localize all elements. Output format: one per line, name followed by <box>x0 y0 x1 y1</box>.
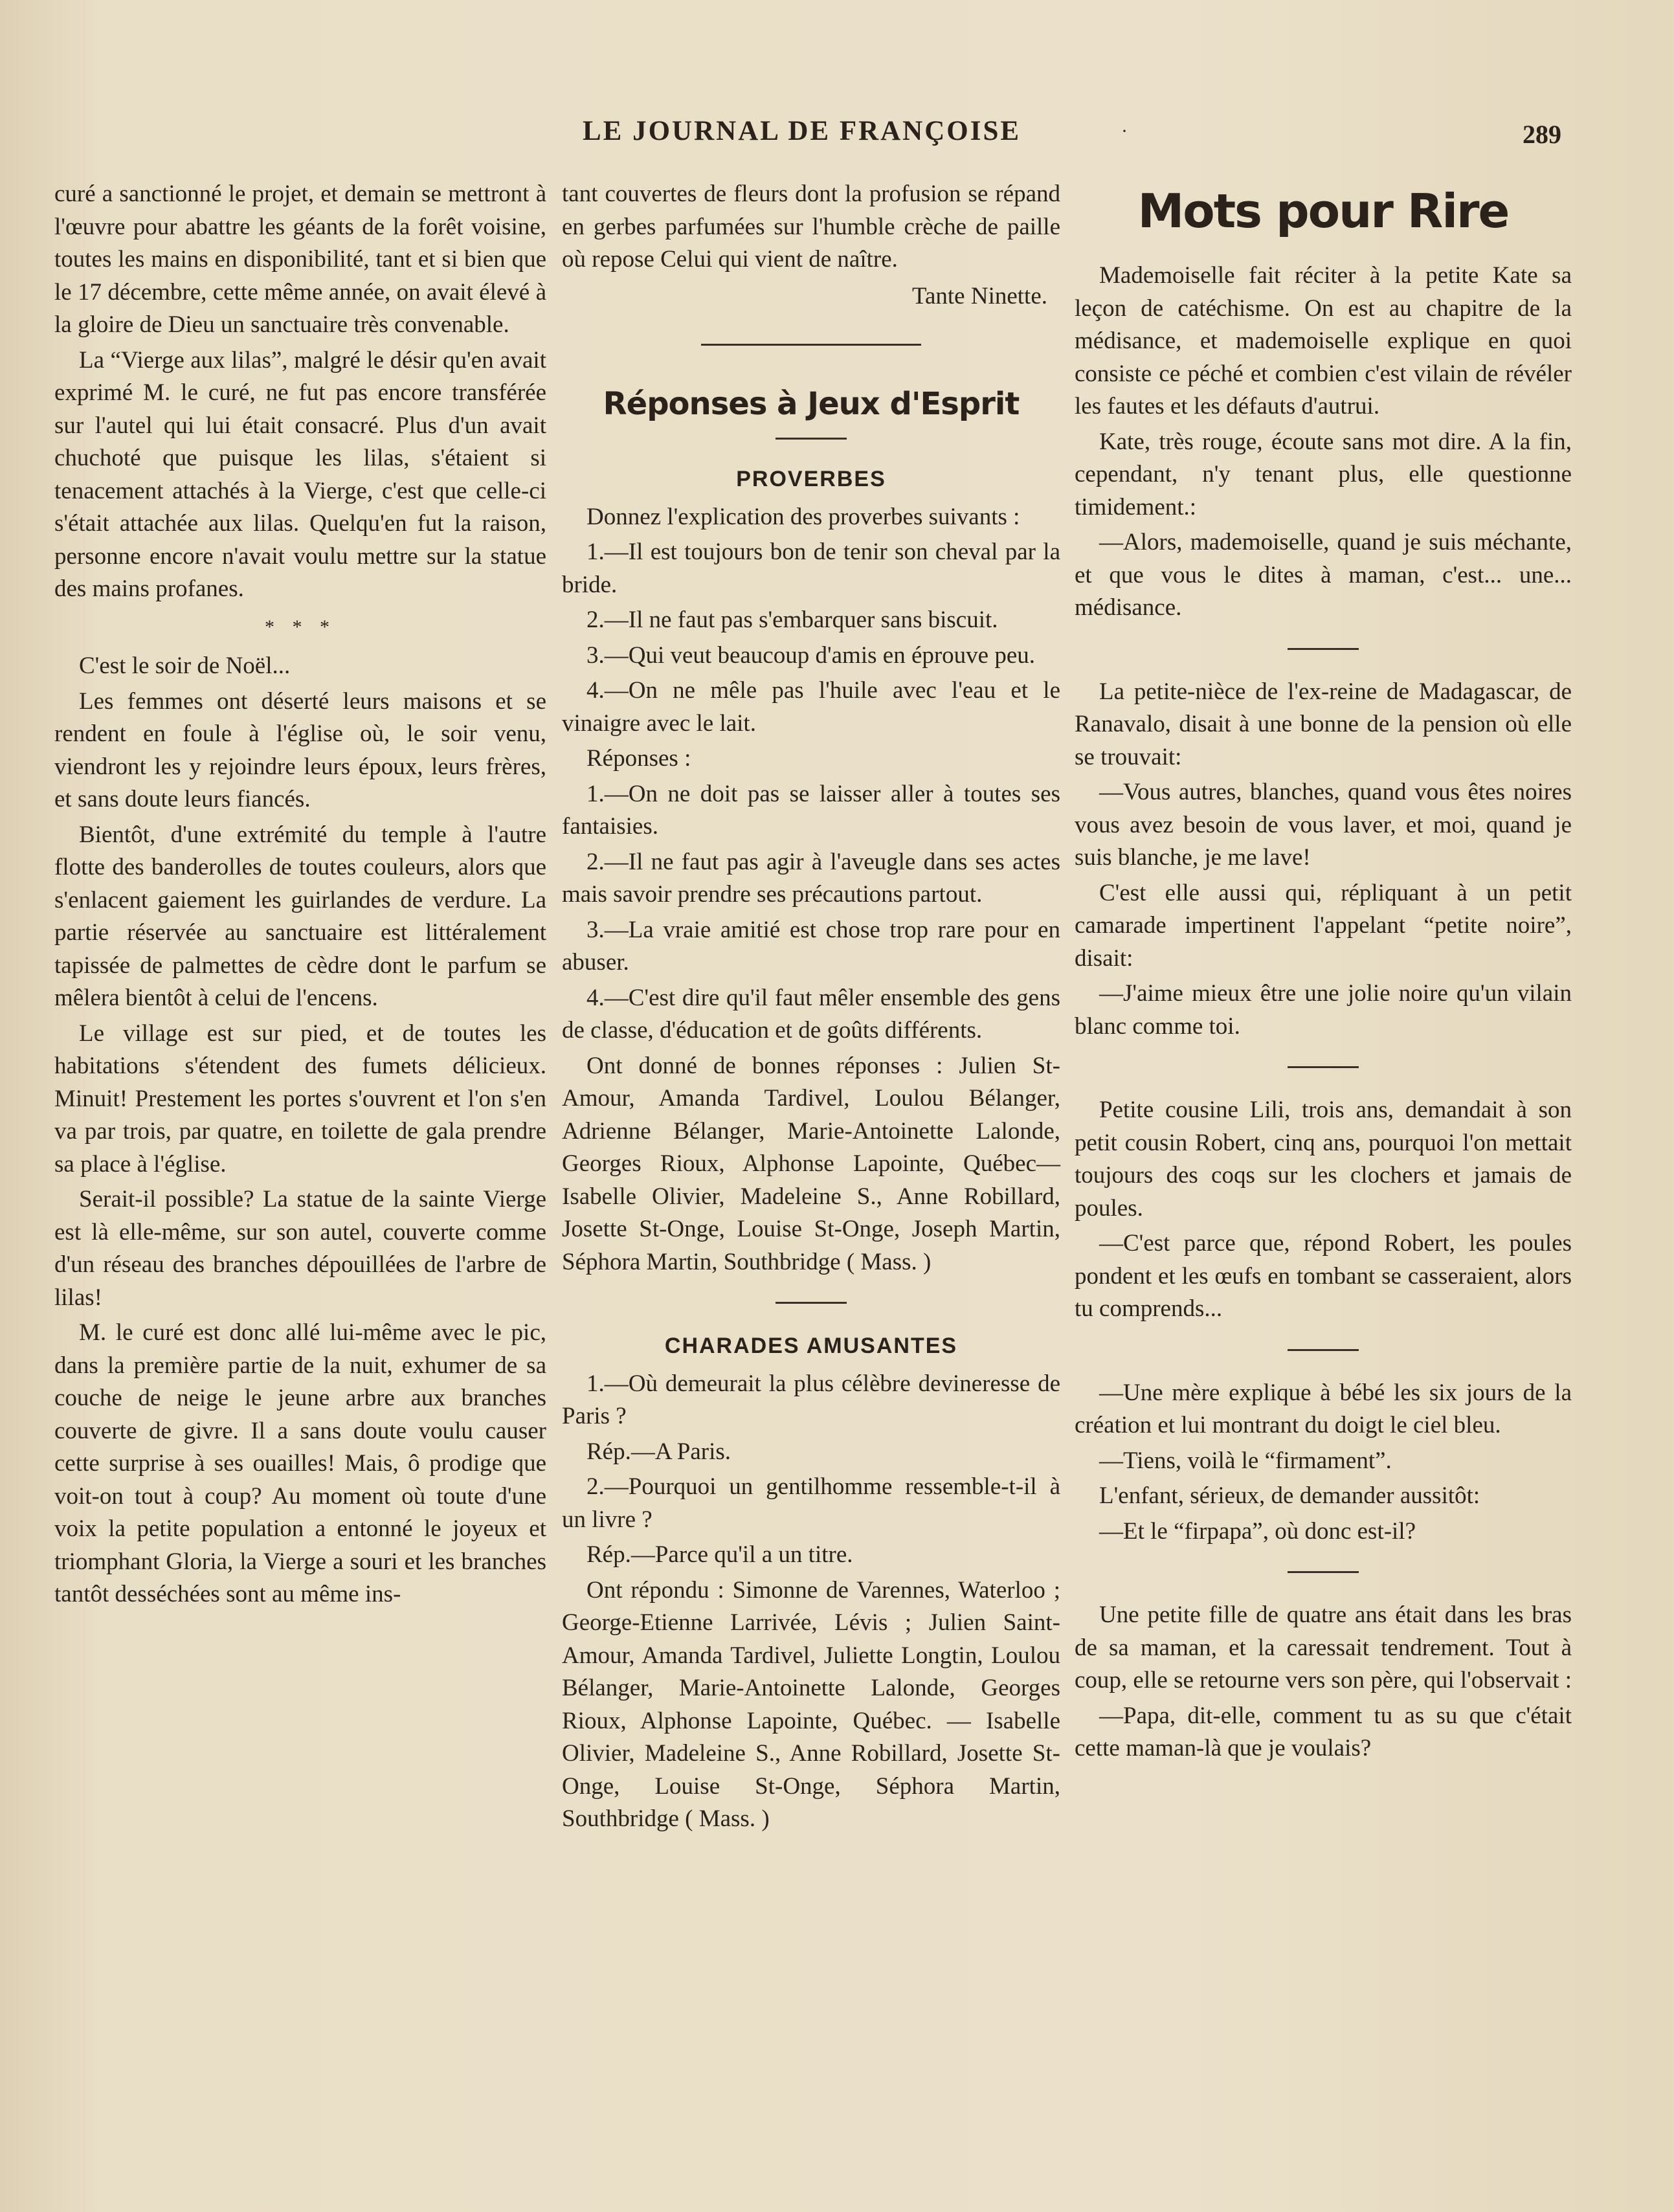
winners-list: Ont donné de bonnes réponses : Julien St-Amour, Amanda Tardivel, Loulou Bélanger, Adrienne Bélanger, Marie-Antoinette Lalonde, Georges Rioux, Alphonse Lapointe, Québec— Isabelle Olivier, Madeleine S., Anne Robillard, Josette St-Onge, Louise St-Onge, Joseph Martin, Séphora Martin, Southbridge ( Mass. ) <box>562 1052 1060 1275</box>
divider <box>776 438 847 440</box>
column-2 <box>562 178 1060 1836</box>
question: 2.—Il ne faut pas s'embarquer sans biscuit. <box>586 607 998 633</box>
journal-title: LE JOURNAL DE FRANÇOISE <box>583 116 1021 146</box>
subsection-title: PROVERBES <box>736 467 886 491</box>
joke-paragraph: —J'aime mieux être une jolie noire qu'un vilain blanc comme toi. <box>1075 980 1572 1040</box>
page-number: 289 <box>1523 120 1561 149</box>
story-paragraph: Bientôt, d'une extrémité du temple à l'autre flotte des banderolles de toutes couleurs, alors que s'enlacent gaiement les guirlandes de verdure. La partie réservée au sanctuaire est littéralement tapissée de palmettes de cèdre dont le parfum se mêlera bientôt à celui de l'encens. <box>54 821 546 1011</box>
story-paragraph: Serait-il possible? La statue de la sainte Vierge est là elle-même, sur son autel, couverte comme d'un réseau des branches dépouillées de l'arbre de lilas! <box>54 1186 546 1311</box>
story-paragraph: tant couvertes de fleurs dont la profusion se répand en gerbes parfumées sur l'humble crèche de paille où repose Celui qui vient de naître. <box>562 181 1060 273</box>
joke-paragraph: Petite cousine Lili, trois ans, demandait à son petit cousin Robert, cinq ans, pourquoi l'on mettait toujours des coqs sur les clochers et jamais de poules. <box>1075 1097 1572 1222</box>
divider <box>1288 1066 1359 1068</box>
running-header <box>0 115 1674 161</box>
answers-label: Réponses : <box>586 745 691 772</box>
subsection-title: CHARADES AMUSANTES <box>664 1334 958 1358</box>
header-dot: · <box>1121 120 1128 142</box>
section-stars: * * * <box>265 616 336 638</box>
joke-paragraph: La petite-nièce de l'ex-reine de Madagascar, de Ranavalo, disait à une bonne de la pension où elle se trouvait: <box>1075 678 1572 770</box>
answer: 3.—La vraie amitié est chose trop rare pour en abuser. <box>562 916 1060 976</box>
story-paragraph: Le village est sur pied, et de toutes les habitations s'étendent des fumets délicieux. Minuit! Prestement les portes s'ouvrent et l'on s'en va par trois, par quatre, en toilette de gala prendre sa place à l'église. <box>54 1020 546 1178</box>
question: 1.—Où demeurait la plus célèbre devineresse de Paris ? <box>562 1370 1060 1429</box>
divider <box>1288 1349 1359 1351</box>
answer: Rép.—A Paris. <box>586 1438 731 1465</box>
joke-paragraph: L'enfant, sérieux, de demander aussitôt: <box>1099 1482 1480 1509</box>
story-paragraph: M. le curé est donc allé lui-même avec le pic, dans la première partie de la nuit, exhumer de sa couche de neige le jeune arbre aux branches couverte de givre. Il a sans doute voulu causer cette surprise à ses ouailles! Mais, ô prodige que voit-on tout à coup? Au moment où toute d'une voix la petite population a entonné le joyeux et triomphant Gloria, la Vierge a souri et les branches tantôt desséchées sont au même ins- <box>54 1319 546 1607</box>
joke-paragraph: —Alors, mademoiselle, quand je suis méchante, et que vous le dites à maman, c'est... une... médisance. <box>1075 529 1572 621</box>
joke-paragraph: C'est elle aussi qui, répliquant à un petit camarade impertinent l'appelant “petite noire”, disait: <box>1075 879 1572 972</box>
joke-paragraph: —C'est parce que, répond Robert, les poules pondent et les œufs en tombant se casseraient, alors tu comprends... <box>1075 1230 1572 1322</box>
author-signature: Tante Ninette. <box>911 282 1047 309</box>
answer: 2.—Il ne faut pas agir à l'aveugle dans ses actes mais savoir prendre ses précautions partout. <box>562 848 1060 908</box>
joke-paragraph: —Tiens, voilà le “firmament”. <box>1099 1447 1392 1474</box>
joke-paragraph: —Et le “firpapa”, où donc est-il? <box>1099 1517 1416 1545</box>
joke-paragraph: Mademoiselle fait réciter à la petite Kate sa leçon de catéchisme. On est au chapitre de la médisance, et mademoiselle explique en quoi consiste ce péché et combien c'est vilain de révéler les fautes et les défauts d'autrui. <box>1075 262 1572 419</box>
story-paragraph: C'est le soir de Noël... <box>79 653 291 679</box>
column-1 <box>54 178 546 1611</box>
divider <box>776 1302 847 1304</box>
answer: 1.—On ne doit pas se laisser aller à toutes ses fantaisies. <box>562 780 1060 840</box>
joke-paragraph: —Vous autres, blanches, quand vous êtes noires vous avez besoin de vous laver, et moi, quand je suis blanche, je me lave! <box>1075 779 1572 871</box>
winners-list: Ont répondu : Simonne de Varennes, Waterloo ; George-Etienne Larrivée, Lévis ; Julien Saint-Amour, Amanda Tardivel, Juliette Longtin, Loulou Bélanger, Marie-Antoinette Lalonde, Georges Rioux, Alphonse Lapointe, Québec. — Isabelle Olivier, Madeleine S., Anne Robillard, Josette St-Onge, Louise St-Onge, Séphora Martin, Southbridge ( Mass. ) <box>562 1576 1060 1832</box>
story-paragraph: Les femmes ont déserté leurs maisons et se rendent en foule à l'église où, le soir venu, viendront les y rejoindre leurs époux, leurs frères, et sans doute leurs fiancés. <box>54 687 546 812</box>
joke-paragraph: Une petite fille de quatre ans était dans les bras de sa maman, et la caressait tendrement. Tout à coup, elle se retourne vers son père, qui l'observait : <box>1075 1602 1572 1693</box>
divider <box>1288 648 1359 650</box>
joke-paragraph: —Papa, dit-elle, comment tu as su que c'était cette maman-là que je voulais? <box>1075 1702 1572 1761</box>
divider <box>701 344 921 346</box>
joke-paragraph: Kate, très rouge, écoute sans mot dire. A la fin, cependant, n'y tenant plus, elle questionne timidement.: <box>1075 428 1572 520</box>
answer: Rép.—Parce qu'il a un titre. <box>586 1541 853 1568</box>
column-3 <box>1075 178 1572 1765</box>
divider <box>1288 1571 1359 1573</box>
section-title: Mots pour Rire <box>1137 184 1509 238</box>
story-paragraph: curé a sanctionné le projet, et demain se mettront à l'œuvre pour abattre les géants de la forêt voisine, toutes les mains en disponibilité, tant et si bien que le 17 décembre, cette même année, on avait élevé à la gloire de Dieu un sanctuaire très convenable. <box>54 181 546 338</box>
answer: 4.—C'est dire qu'il faut mêler ensemble des gens de classe, d'éducation et de goûts différents. <box>562 984 1060 1044</box>
story-paragraph: La “Vierge aux lilas”, malgré le désir qu'en avait exprimé M. le curé, ne fut pas encore transférée sur l'autel qui lui était consacré. Plus d'un avait chuchoté que puisque les lilas, s'étaient si tenacement attachés à la Vierge, c'est que celle-ci s'était attachée aux lilas. Quelqu'en fut la raison, personne encore n'avait voulu mettre sur la statue des mains profanes. <box>54 346 546 602</box>
intro-text: Donnez l'explication des proverbes suivants : <box>586 503 1020 530</box>
question: 3.—Qui veut beaucoup d'amis en éprouve peu. <box>586 642 1036 669</box>
section-title: Réponses à Jeux d'Esprit <box>603 386 1020 422</box>
question: 1.—Il est toujours bon de tenir son cheval par la bride. <box>562 539 1060 598</box>
joke-paragraph: —Une mère explique à bébé les six jours de la création et lui montrant du doigt le ciel bleu. <box>1075 1379 1572 1438</box>
question: 2.—Pourquoi un gentilhomme ressemble-t-il à un livre ? <box>562 1473 1060 1533</box>
question: 4.—On ne mêle pas l'huile avec l'eau et le vinaigre avec le lait. <box>562 677 1060 737</box>
